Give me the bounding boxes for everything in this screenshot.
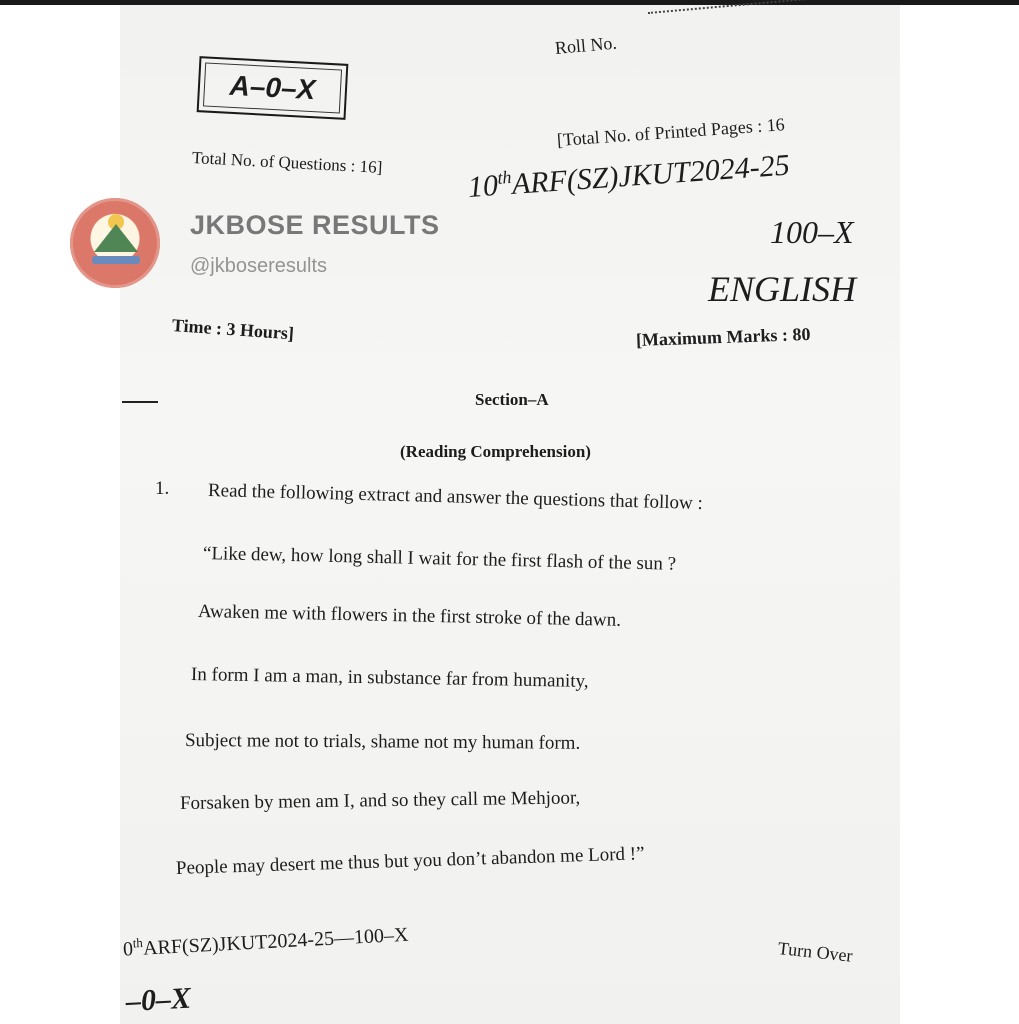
poem-line: “Like dew, how long shall I wait for the first flash of the sun ? — [202, 543, 677, 575]
paper-set-code: A–0–X — [228, 69, 317, 106]
section-subtitle: (Reading Comprehension) — [400, 442, 591, 461]
footer-code-suffix: th — [132, 934, 144, 951]
paper-code: 100–X — [770, 214, 854, 250]
subject-title: ENGLISH — [708, 269, 857, 309]
question-instruction: Read the following extract and answer the questions that follow : — [207, 480, 704, 514]
footer-code-rest: ARF(SZ)JKUT2024-25—100–X — [142, 923, 409, 960]
question-number: 1. — [155, 478, 170, 499]
footer-paper-set: –0–X — [125, 981, 192, 1018]
series-code: ARF(SZ)JKUT2024-25 — [510, 148, 791, 201]
margin-dash — [122, 401, 158, 403]
logo-mountain — [94, 224, 138, 252]
poem-line: Subject me not to trials, shame not my human form. — [184, 730, 581, 754]
poem-line: Awaken me with flowers in the first stroke of the dawn. — [197, 601, 622, 631]
watermark-title: JKBOSE RESULTS — [190, 210, 440, 240]
jkbose-logo-icon — [70, 198, 160, 288]
time-allowed: Time : 3 Hours] — [171, 315, 295, 344]
total-printed-pages: [Total No. of Printed Pages : 16 — [556, 114, 786, 150]
maximum-marks: [Maximum Marks : 80 — [635, 323, 811, 350]
poem-line: Forsaken by men am I, and so they call me Mehjoor, — [179, 787, 581, 814]
watermark — [70, 198, 450, 298]
roll-number-label: Roll No. — [554, 32, 618, 58]
poem-line: People may desert me thus but you don’t abandon me Lord !” — [175, 843, 645, 879]
series-grade-suffix: th — [496, 166, 513, 188]
paper-set-box — [197, 56, 349, 120]
section-title: Section–A — [475, 390, 549, 409]
poem-line: In form I am a man, in substance far from humanity, — [190, 664, 589, 692]
total-questions: Total No. of Questions : 16] — [191, 148, 383, 177]
footer-code-prefix: 0 — [122, 938, 134, 961]
logo-book — [92, 256, 140, 264]
watermark-handle: @jkboseresults — [190, 255, 328, 277]
series-grade: 10 — [466, 168, 500, 204]
turn-over-label: Turn Over — [777, 938, 854, 966]
